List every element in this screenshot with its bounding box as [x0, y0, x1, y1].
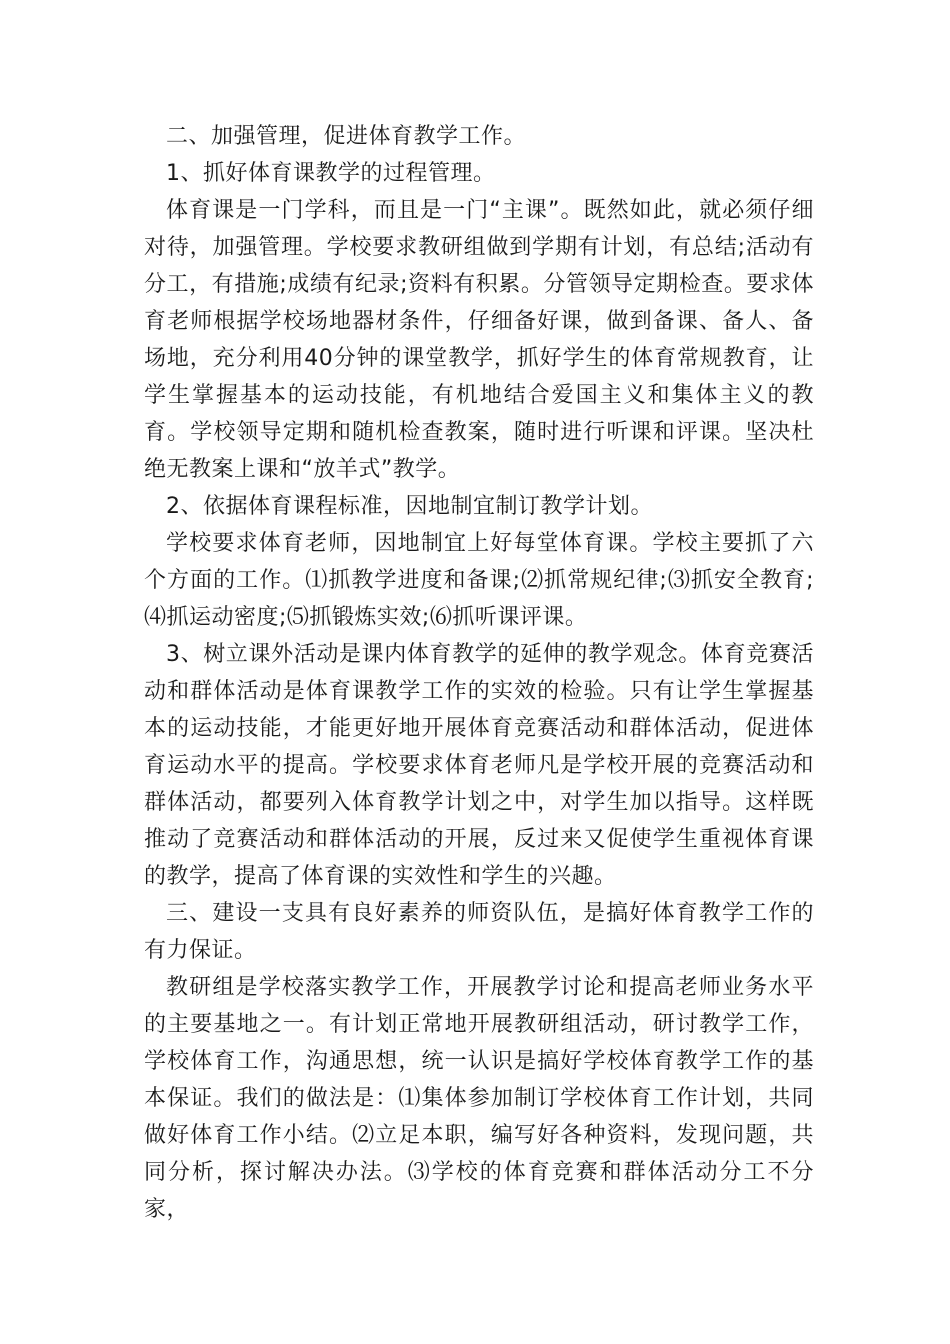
paragraph-extracurricular: 3、树立课外活动是课内体育教学的延伸的教学观念。体育竞赛活动和群体活动是体育课教学工作的实效的检验。只有让学生掌握基本的运动技能，才能更好地开展体育竞赛活动和群体活动，促进体育运动水平的提高。学校要求体育老师凡是学校开展的竞赛活动和群体活动，都要列入体育教学计划之中，对学生加以指导。这样既推动了竞赛活动和群体活动的开展，反过来又促使学生重视体育课的教学，提高了体育课的实效性和学生的兴趣。	[144, 642, 814, 889]
document-body	[144, 118, 814, 1228]
section-heading-2: 二、加强管理，促进体育教学工作。	[166, 124, 527, 149]
paragraph-course-management: 体育课是一门学科，而且是一门“主课”。既然如此，就必须仔细对待，加强管理。学校要求教研组做到学期有计划，有总结;活动有分工，有措施;成绩有纪录;资料有积累。分管领导定期检查。要求体育老师根据学校场地器材条件，仔细备好课，做到备课、备人、备场地，充分利用40分钟的课堂教学，抓好学生的体育常规教育，让学生掌握基本的运动技能，有机地结合爱国主义和集体主义的教育。学校领导定期和随机检查教案，随时进行听课和评课。坚决杜绝无教案上课和“放羊式”教学。	[144, 198, 814, 482]
paragraph-teaching-group: 教研组是学校落实教学工作，开展教学讨论和提高老师业务水平的主要基地之一。有计划正常地开展教研组活动，研讨教学工作，学校体育工作，沟通思想，统一认识是搞好学校体育教学工作的基本保证。我们的做法是：⑴集体参加制订学校体育工作计划，共同做好体育工作小结。⑵立足本职，编写好各种资料，发现问题，共同分析，探讨解决办法。⑶学校的体育竞赛和群体活动分工不分家，	[144, 975, 814, 1222]
paragraph-six-aspects: 学校要求体育老师，因地制宜上好每堂体育课。学校主要抓了六个方面的工作。⑴抓教学进度和备课;⑵抓常规纪律;⑶抓安全教育;⑷抓运动密度;⑸抓锻炼实效;⑹抓听课评课。	[144, 531, 814, 630]
subheading-2: 2、依据体育课程标准，因地制宜制订教学计划。	[166, 494, 653, 519]
section-heading-3: 三、建设一支具有良好素养的师资队伍，是搞好体育教学工作的有力保证。	[144, 901, 814, 963]
subheading-1: 1、抓好体育课教学的过程管理。	[166, 161, 496, 186]
